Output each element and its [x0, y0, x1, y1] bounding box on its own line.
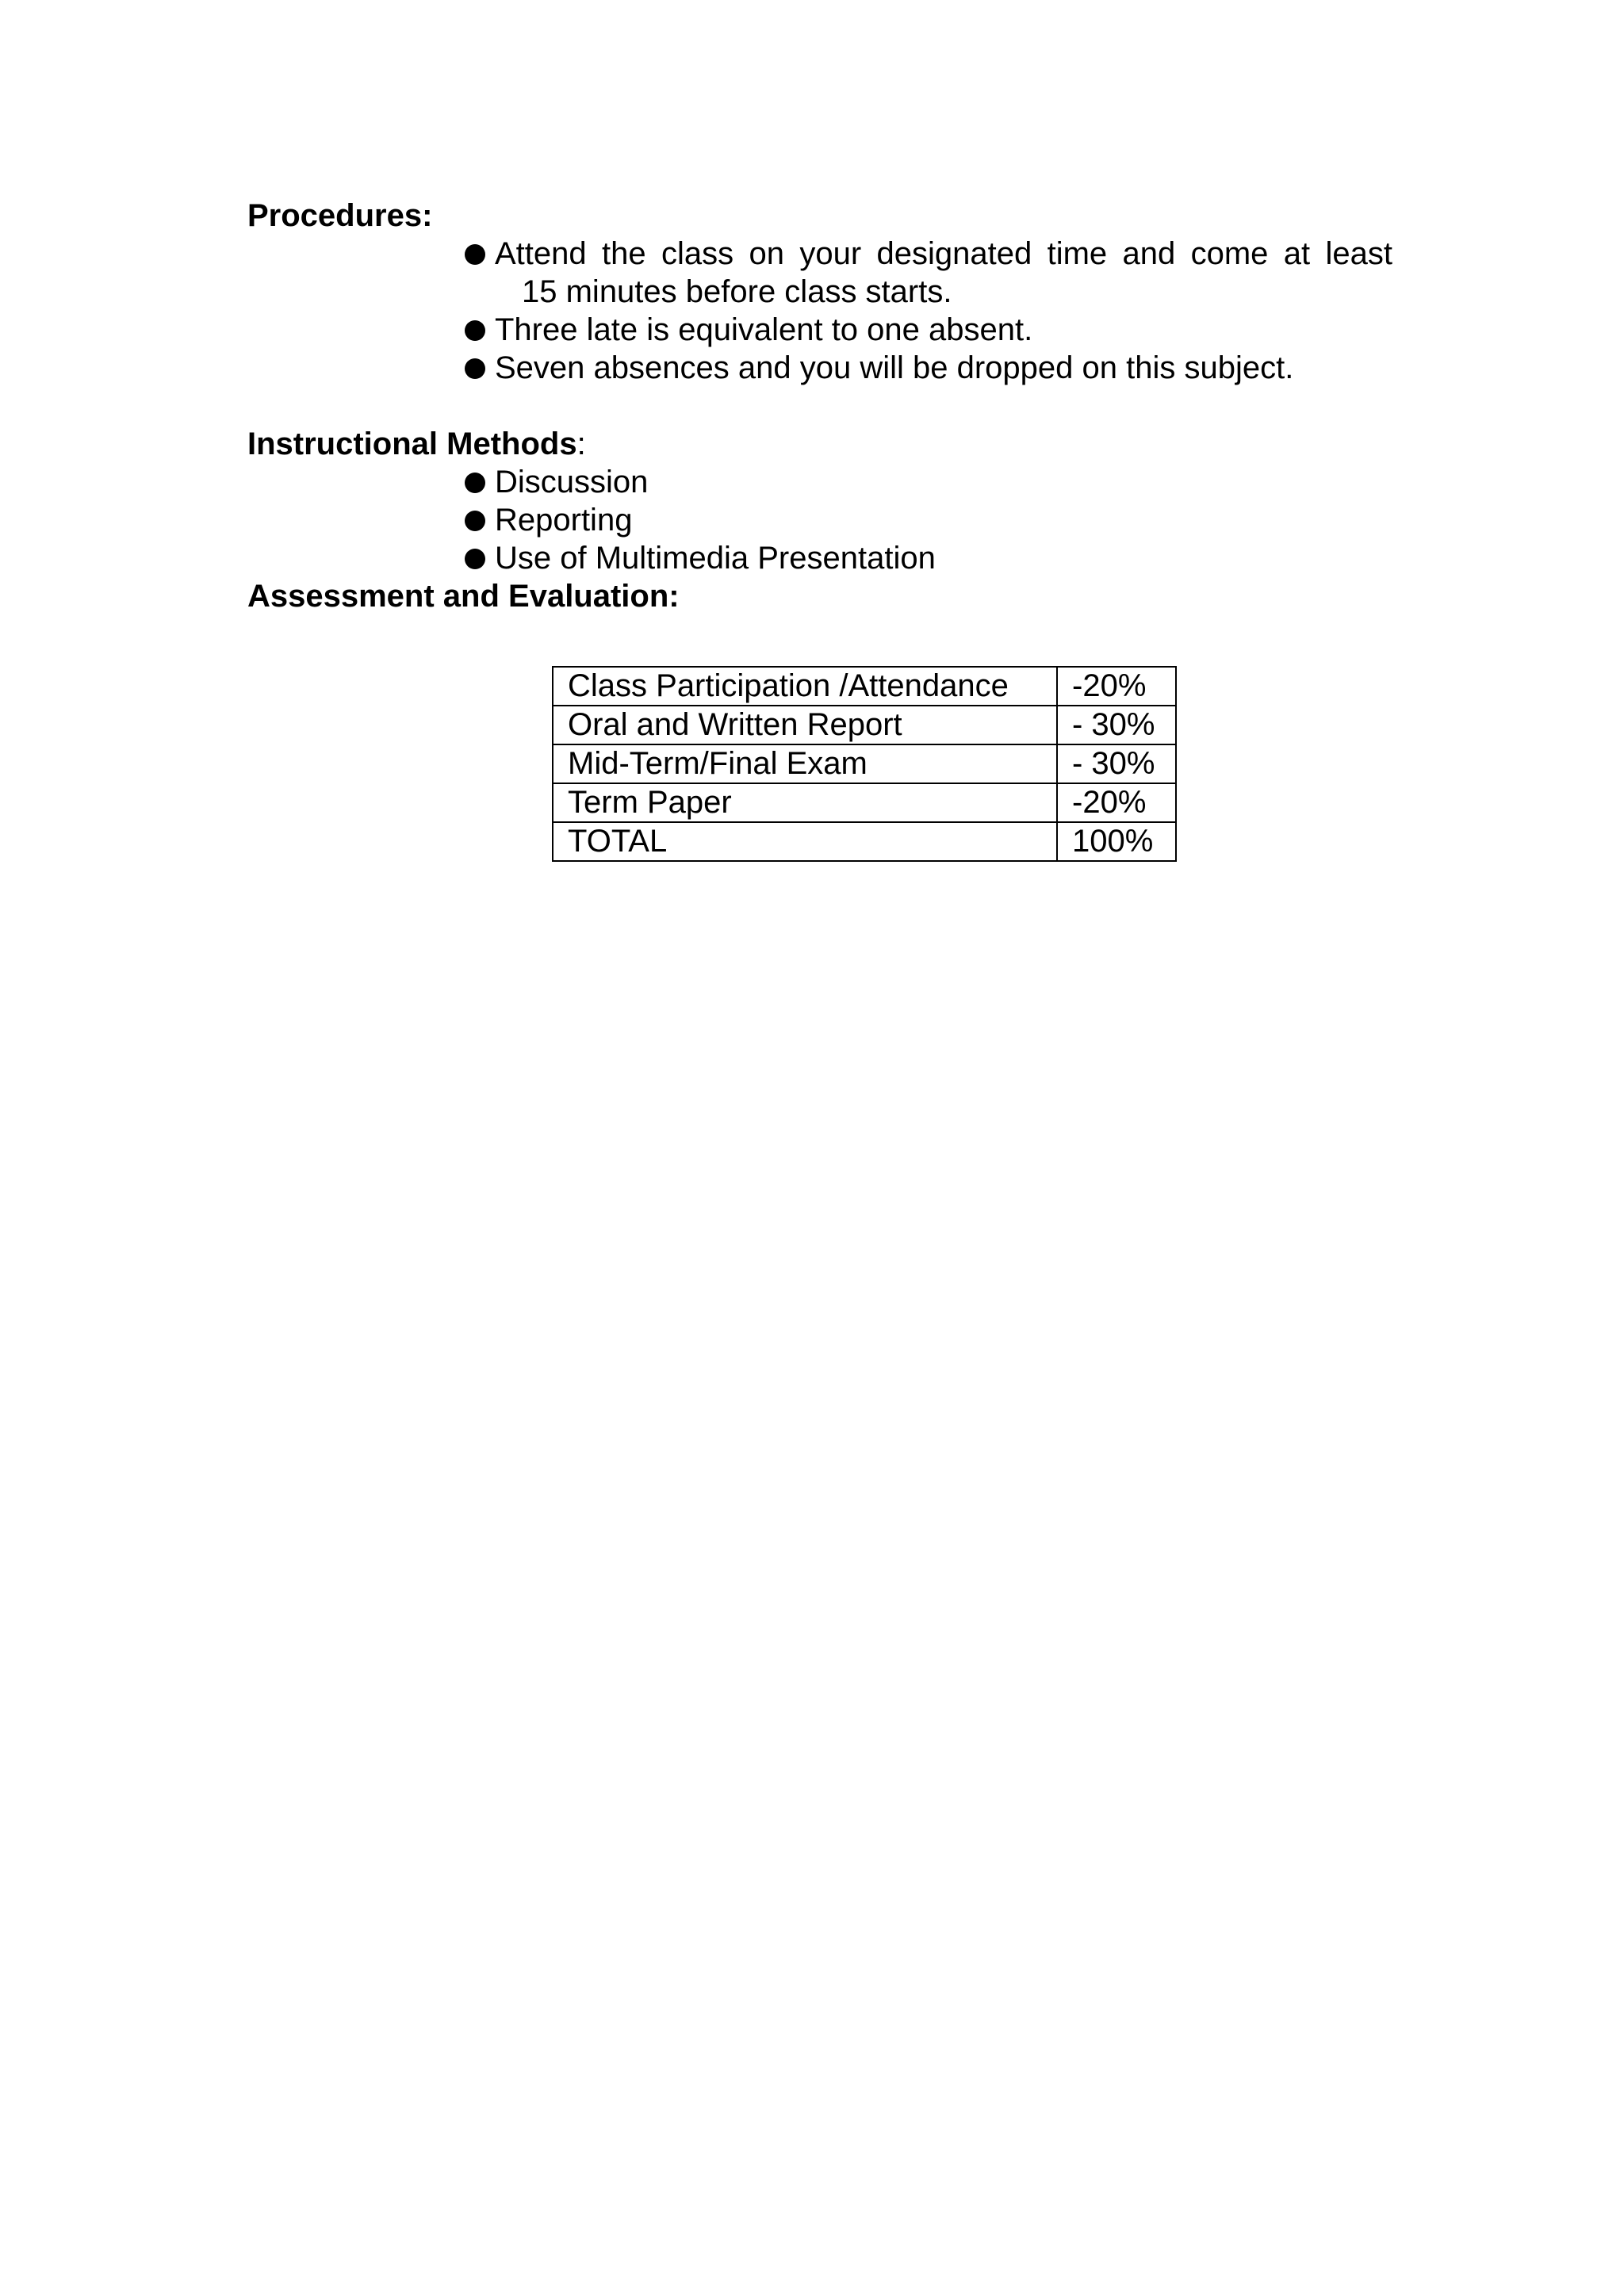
assessment-value-cell: 100%: [1057, 822, 1176, 861]
list-item: [465, 311, 1392, 349]
assessment-value-cell: -20%: [1057, 667, 1176, 706]
assessment-heading: [247, 577, 680, 615]
assessment-heading-text: Assessment and Evaluation:: [247, 579, 680, 614]
bullet-icon: [465, 473, 485, 493]
table-row: [553, 744, 1176, 783]
method-item-text: Discussion: [495, 465, 649, 499]
procedure-item-text: Three late is equivalent to one absent.: [495, 312, 1033, 347]
assessment-value-cell: - 30%: [1057, 706, 1176, 744]
list-item: [465, 463, 1392, 501]
assessment-label-cell: Term Paper: [553, 783, 1057, 822]
procedures-heading: [247, 197, 432, 235]
assessment-table: [552, 666, 1177, 862]
table-row: [553, 706, 1176, 744]
assessment-label-cell: Class Participation /Attendance: [553, 667, 1057, 706]
bullet-icon: [465, 358, 485, 379]
assessment-label-cell: Mid-Term/Final Exam: [553, 744, 1057, 783]
bullet-icon: [465, 549, 485, 569]
procedures-heading-text: Procedures:: [247, 198, 433, 233]
list-item: [465, 349, 1392, 387]
bullet-icon: [465, 511, 485, 531]
assessment-label-cell: Oral and Written Report: [553, 706, 1057, 744]
table-row: [553, 667, 1176, 706]
heading-colon: :: [576, 427, 586, 461]
instructional-methods-list: [465, 463, 1392, 577]
assessment-value-cell: - 30%: [1057, 744, 1176, 783]
method-item-text: Use of Multimedia Presentation: [495, 541, 936, 576]
list-item: [465, 235, 1392, 311]
instructional-methods-heading-text: Instructional Methods: [247, 427, 577, 461]
table-row: [553, 822, 1176, 861]
procedure-item-text: Seven absences and you will be dropped on this subject.: [495, 350, 1294, 385]
procedures-list: [465, 235, 1392, 387]
procedure-item-line-continued: 15 minutes before class starts.: [522, 274, 952, 309]
table-row: [553, 783, 1176, 822]
list-item: [465, 539, 1392, 577]
procedure-item-line: Attend the class on your designated time and come at least: [495, 236, 1392, 271]
instructional-methods-heading: [247, 425, 586, 463]
method-item-text: Reporting: [495, 503, 633, 538]
bullet-icon: [465, 320, 485, 341]
bullet-icon: [465, 244, 485, 265]
assessment-label-cell: TOTAL: [553, 822, 1057, 861]
list-item: [465, 501, 1392, 539]
assessment-value-cell: -20%: [1057, 783, 1176, 822]
